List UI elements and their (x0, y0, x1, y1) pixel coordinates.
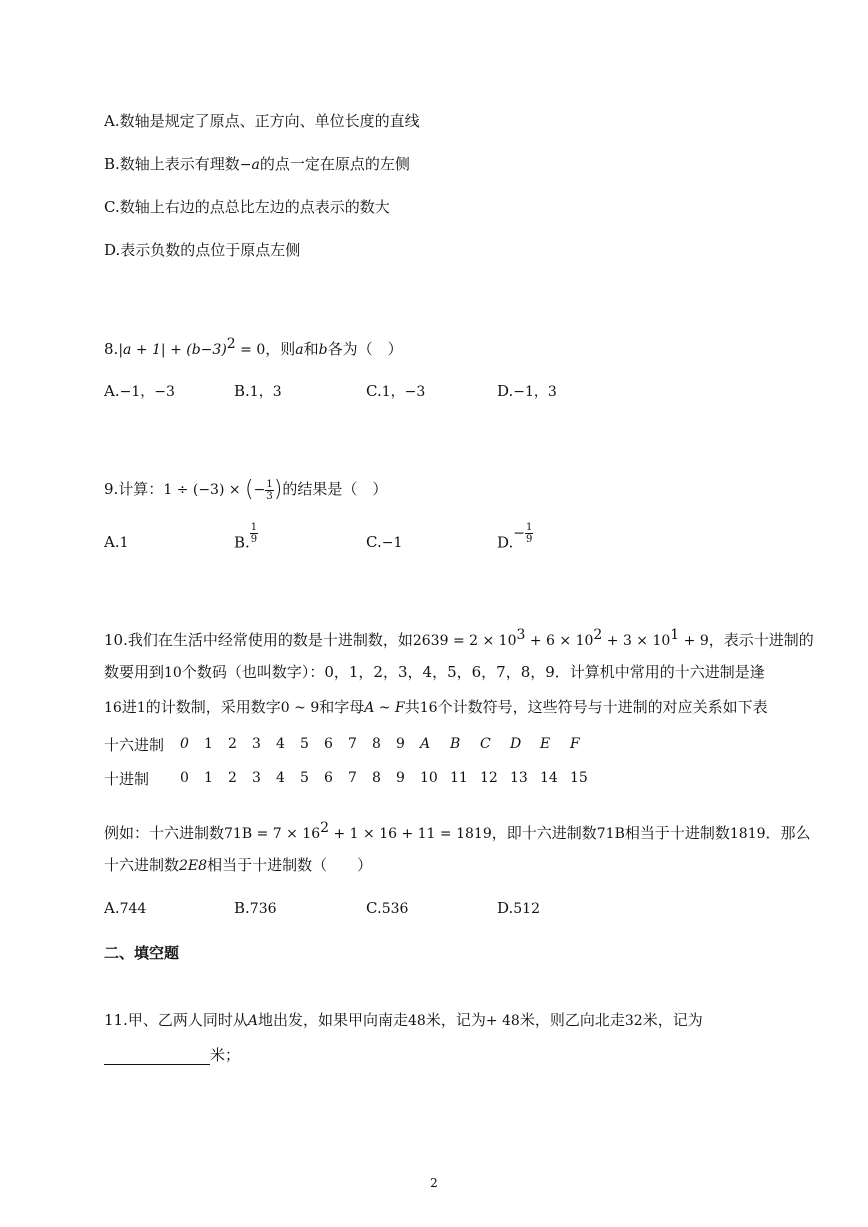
option-value: 736 (249, 901, 277, 917)
table-cell: 6 (324, 770, 333, 786)
left-paren: ( (245, 477, 254, 502)
table-row-hex (104, 727, 600, 761)
q8-option-a (104, 381, 175, 402)
text: ，即十六进制数 (491, 824, 597, 842)
table-cell: D (510, 736, 522, 752)
q8-expression: |a + 1| + (b−3) (118, 342, 227, 358)
table-cell: B (450, 736, 461, 752)
q7-option-c: C.数轴上右边的点总比左边的点表示的数大 (104, 198, 390, 216)
table-cell: 5 (300, 736, 309, 752)
fraction-numerator: 1 (526, 522, 533, 533)
option-label: A. (104, 533, 120, 551)
text: 共 (404, 698, 420, 716)
table-cell: 15 (570, 770, 588, 786)
option-value: 1 (119, 535, 129, 551)
q8-option-c (366, 381, 425, 402)
option-label: A. (104, 899, 120, 917)
math: 0 ~ 9 (280, 700, 320, 716)
option-label: C. (366, 533, 382, 551)
math: 48 (408, 1013, 426, 1029)
q10-option-d (497, 898, 540, 919)
table-cell: 0 (180, 736, 189, 752)
math: 32 (624, 1013, 643, 1029)
math: + 1 × 16 + 11 = 1819 (329, 826, 492, 842)
text: 米，记为 (642, 1011, 703, 1029)
q9-fraction (265, 479, 273, 502)
fraction-numerator: 1 (266, 478, 273, 490)
table-cell: F (570, 736, 580, 752)
math: A (247, 1013, 258, 1029)
q7-option-d: D.表示负数的点位于原点左侧 (104, 241, 301, 259)
table-cell: 3 (252, 770, 261, 786)
table-cell: 12 (480, 770, 498, 786)
math: A ~ F (364, 700, 405, 716)
q9-option-a (104, 532, 129, 553)
exponent: 3 (516, 627, 526, 643)
text: 米，则乙向北走 (519, 1011, 625, 1029)
option-value: −1，3 (513, 384, 557, 400)
text: 米； (210, 1046, 241, 1064)
table-cell: A (420, 736, 431, 752)
table-cell: 4 (276, 770, 285, 786)
q9-tail: 的结果是（ ） (282, 480, 388, 498)
table-cell: 10 (420, 770, 438, 786)
q8-option-d (497, 381, 557, 402)
q8-exponent: 2 (226, 336, 236, 352)
option-label: C. (366, 382, 382, 400)
text: ．那么 (765, 824, 811, 842)
option-label: B. (234, 382, 250, 400)
math: + 6 × 10 (525, 633, 594, 649)
table-cell: 1 (204, 736, 213, 752)
q9-stem (104, 474, 387, 505)
q8-var-b: b (318, 342, 328, 358)
math: + 9 (679, 633, 709, 649)
q8-var-a: a (295, 342, 304, 358)
math: 2E8 (179, 858, 208, 874)
text: 相当于十进制数 (624, 824, 730, 842)
q11-line-1 (104, 1010, 703, 1031)
option-fraction (525, 522, 533, 545)
row-header-dec: 十进制 (104, 769, 150, 788)
text: 例如：十六进制数 (104, 824, 225, 842)
fraction-denominator: 9 (526, 534, 533, 545)
math: + 3 × 10 (602, 633, 671, 649)
table-cell: 2 (228, 770, 237, 786)
q8-expression-end: = 0 (235, 342, 266, 358)
row-header-hex: 十六进制 (104, 735, 165, 754)
q11-line-2 (104, 1045, 240, 1065)
fraction-numerator: 1 (250, 522, 258, 533)
q10-option-b (234, 898, 277, 919)
table-cell: 8 (372, 736, 381, 752)
math: + 48 (485, 1013, 520, 1029)
q9-frac-sign: − (253, 482, 266, 498)
text: 米，记为 (425, 1011, 486, 1029)
option-value: −1 (381, 535, 403, 551)
text: 进 (121, 698, 137, 716)
option-label: B. (234, 533, 250, 552)
q7-b-math: −a (239, 157, 260, 173)
q8-tail: 各为（ ） (327, 340, 403, 358)
q7-b-post: 的点一定在原点的左侧 (259, 155, 410, 173)
math: 71B = 7 × 16 (224, 826, 321, 842)
table-cell: 0 (180, 770, 189, 786)
table-cell: C (480, 736, 491, 752)
text: 十六进制数 (104, 856, 180, 874)
table-cell: 5 (300, 770, 309, 786)
math: 1819 (729, 826, 766, 842)
option-label: D. (497, 382, 514, 400)
q9-number: 9.计算： (104, 480, 164, 498)
table-cell: 7 (348, 770, 357, 786)
option-label: A. (104, 382, 120, 400)
q7-option-a: A.数轴是规定了原点、正方向、单位长度的直线 (104, 112, 420, 130)
q8-and: 和 (303, 340, 319, 358)
table-row-dec (104, 761, 600, 795)
q10-line-2 (104, 662, 765, 683)
option-label: C. (366, 899, 382, 917)
section-heading: 二、填空题 (104, 944, 180, 962)
option-label: D. (497, 533, 514, 552)
q7-b-pre: B.数轴上表示有理数 (104, 155, 240, 173)
option-fraction (250, 522, 258, 545)
text: 的计数制，采用数字 (145, 698, 281, 716)
option-label: D. (497, 899, 514, 917)
math: 71B (596, 826, 625, 842)
q8-number: 8. (104, 340, 119, 358)
q9-option-b (234, 522, 258, 553)
text: 个数码（也叫数字）：0，1，2，3，4，5，6，7，8，9．计算机中常用的十六进制是逢 (181, 663, 765, 681)
table-cell: 13 (510, 770, 528, 786)
q10-line-1 (104, 625, 814, 651)
option-value: 1，3 (249, 384, 282, 400)
option-value: 1，−3 (381, 384, 426, 400)
q9-option-d (497, 522, 533, 553)
math: 10 (164, 665, 182, 681)
q8-mid: ，则 (265, 340, 296, 358)
text: 和字母 (319, 698, 365, 716)
table-cell: 9 (396, 770, 405, 786)
table-cell: 8 (372, 770, 381, 786)
table-cell: 4 (276, 736, 285, 752)
math: 16 (419, 700, 438, 716)
text: ，表示十进制的 (708, 631, 814, 649)
table-cell: 1 (204, 770, 213, 786)
math: 2639 = 2 × 10 (412, 633, 517, 649)
q10-example-line (104, 818, 811, 844)
table-cell: 3 (252, 736, 261, 752)
fraction-denominator: 9 (250, 534, 258, 545)
fraction-denominator: 3 (266, 490, 273, 502)
q7-option-b (104, 154, 410, 175)
table-cell: 11 (450, 770, 468, 786)
page-number: 2 (430, 1176, 438, 1190)
right-paren: ) (273, 477, 283, 502)
hex-decimal-table (104, 727, 600, 795)
table-cell: E (540, 736, 551, 752)
table-cell: 7 (348, 736, 357, 752)
table-cell: 2 (228, 736, 237, 752)
table-cell: 14 (540, 770, 558, 786)
q10-line-3 (104, 697, 768, 718)
q10-option-a (104, 898, 146, 919)
q10-question-line (104, 855, 372, 876)
exponent: 1 (670, 627, 680, 643)
q8-option-b (234, 381, 282, 402)
q9-option-c (366, 532, 402, 553)
text: 11.甲、乙两人同时从 (104, 1011, 248, 1029)
math: 16 (104, 700, 122, 716)
text: 10.我们在生活中经常使用的数是十进制数，如 (104, 631, 413, 649)
math: 1 (136, 700, 146, 716)
answer-blank[interactable] (104, 1048, 210, 1065)
q8-stem (104, 334, 403, 360)
table-cell: 6 (324, 736, 333, 752)
text: 个计数符号，这些符号与十进制的对应关系如下表 (437, 698, 768, 716)
exponent: 2 (593, 627, 603, 643)
text: 相当于十进制数（ ） (207, 856, 373, 874)
exponent: 2 (320, 820, 330, 836)
table-cell: 9 (396, 736, 405, 752)
q10-option-c (366, 898, 408, 919)
option-value: 512 (513, 901, 540, 917)
option-value: 536 (381, 901, 409, 917)
option-value: −1，−3 (119, 384, 175, 400)
option-value: 744 (119, 901, 147, 917)
option-label: B. (234, 899, 250, 917)
text: 数要用到 (104, 663, 165, 681)
q9-expression: 1 ÷ (−3) × (163, 482, 246, 498)
option-sign: − (513, 525, 525, 542)
text: 地出发，如果甲向南走 (257, 1011, 408, 1029)
